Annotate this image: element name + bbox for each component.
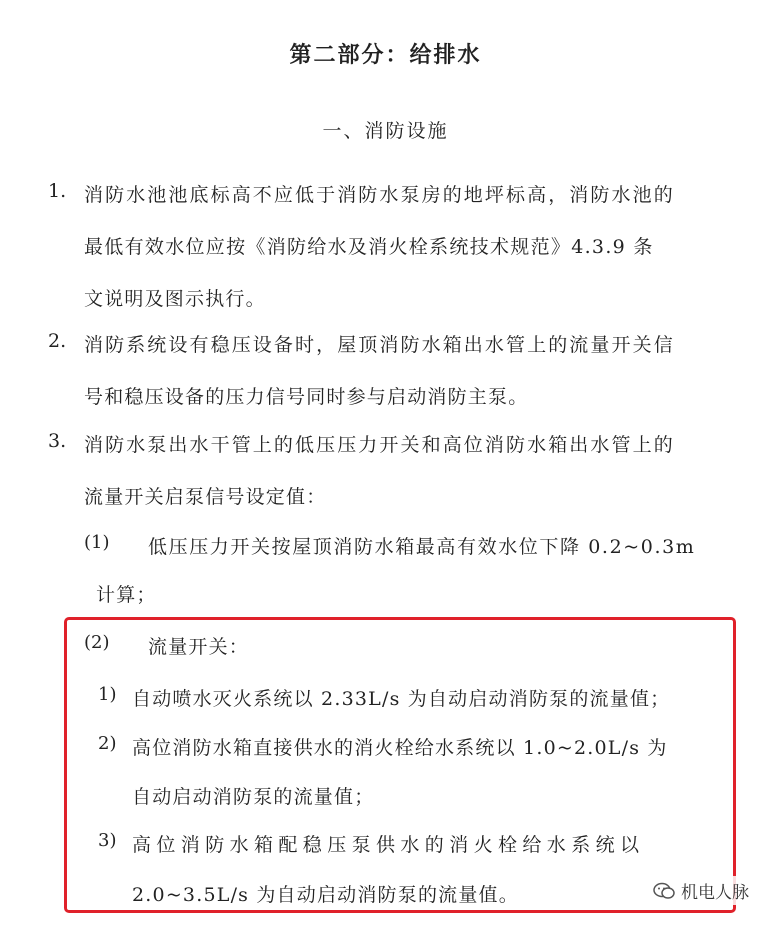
wechat-icon — [653, 882, 675, 900]
item-2-number: 2. — [48, 330, 67, 352]
item-3-number: 3. — [48, 430, 67, 452]
sub-1-line-1: 低压压力开关按屋顶消防水箱最高有效水位下降 0.2~0.3m — [148, 536, 696, 558]
item-2-line-1: 消防系统设有稳压设备时，屋顶消防水箱出水管上的流量开关信 — [84, 334, 675, 356]
section-heading: 一、消防设施 — [322, 120, 449, 142]
entry-2-number: 2) — [98, 733, 117, 754]
item-1-number: 1. — [48, 180, 67, 202]
item-1-line-1: 消防水池池底标高不应低于消防水泵房的地坪标高，消防水池的 — [84, 184, 675, 206]
entry-1-number: 1) — [98, 684, 117, 705]
item-3-line-2: 流量开关启泵信号设定值： — [84, 486, 327, 508]
item-3-line-1: 消防水泵出水干管上的低压压力开关和高位消防水箱出水管上的 — [84, 434, 675, 456]
entry-2-line-1: 高位消防水箱直接供水的消火栓给水系统以 1.0~2.0L/s 为 — [132, 737, 668, 759]
item-1-line-2: 最低有效水位应按《消防给水及消火栓系统技术规范》4.3.9 条 — [84, 236, 654, 258]
item-2-line-2: 号和稳压设备的压力信号同时参与启动消防主泵。 — [84, 386, 529, 408]
highlight-box — [64, 617, 736, 913]
sub-1-number: (1) — [84, 532, 110, 553]
entry-2-line-2: 自动启动消防泵的流量值； — [132, 786, 375, 808]
entry-3-line-1: 高位消防水箱配稳压泵供水的消火栓给水系统以 — [132, 834, 645, 856]
entry-1-line-1: 自动喷水灭火系统以 2.33L/s 为自动启动消防泵的流量值； — [132, 688, 671, 710]
page-title: 第二部分：给排水 — [289, 43, 482, 68]
watermark — [649, 876, 753, 905]
item-1-line-3: 文说明及图示执行。 — [84, 288, 266, 310]
entry-3-line-2: 2.0~3.5L/s 为自动启动消防泵的流量值。 — [132, 884, 519, 906]
sub-1-line-2: 计算； — [96, 584, 157, 606]
sub-2-number: (2) — [84, 632, 110, 653]
watermark-text: 机电人脉 — [681, 883, 749, 903]
entry-3-number: 3) — [98, 830, 117, 851]
sub-2-label: 流量开关： — [148, 636, 250, 658]
